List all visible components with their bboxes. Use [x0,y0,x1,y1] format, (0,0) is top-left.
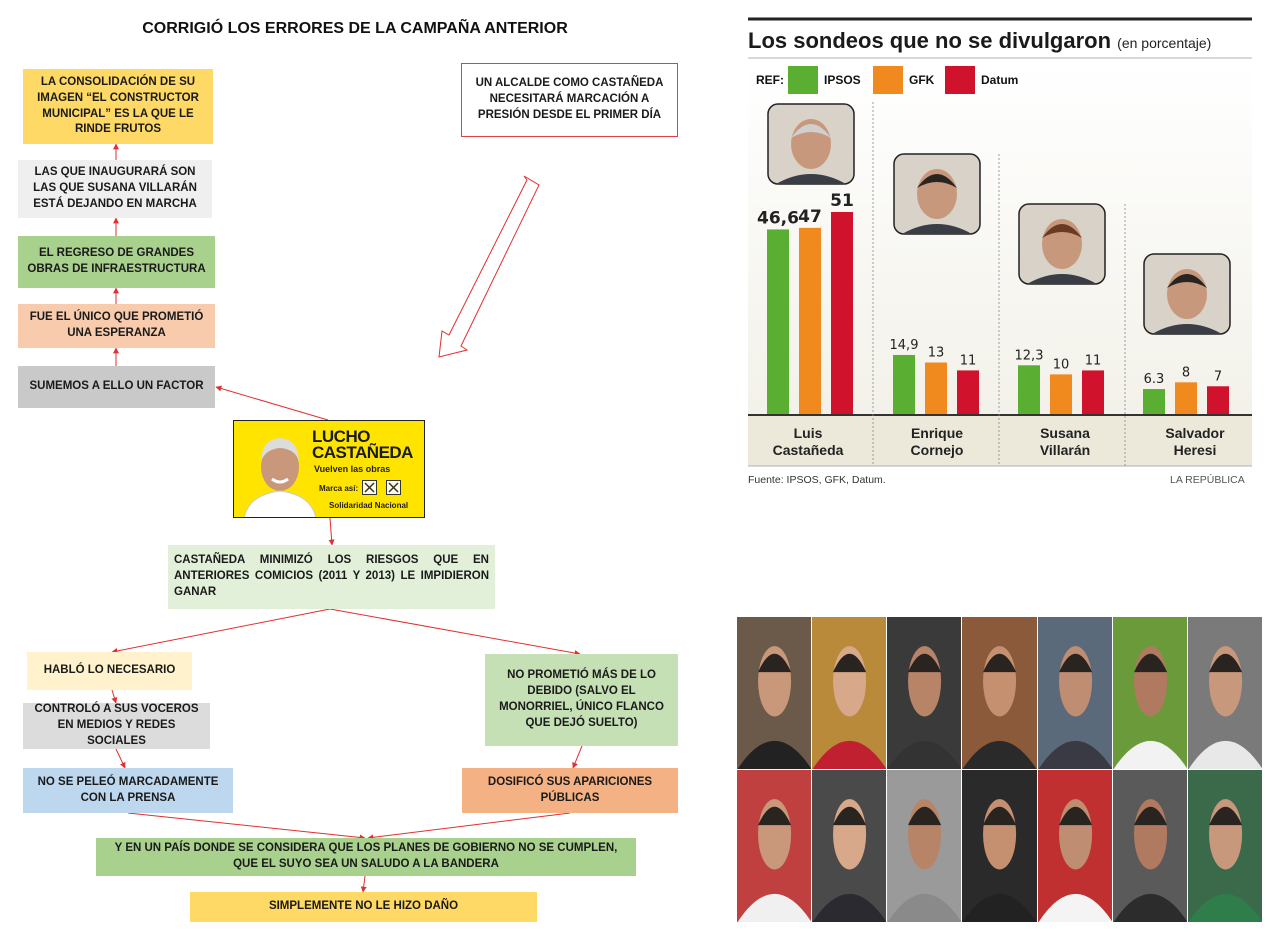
person-icon [737,770,811,922]
candidate-portrait-icon [240,423,318,518]
arrow-left-to-merge [128,813,365,838]
category-label-line: Enrique [910,425,964,441]
flow-box-infrastructure: EL REGRESO DE GRANDES OBRAS DE INFRAESTRUCTURA [18,236,215,288]
category-label [1135,425,1255,459]
candidate-photo [1113,770,1187,922]
chart-credit: LA REPÚBLICA [1170,474,1245,486]
candidate-portrait-icon [1019,204,1105,284]
flow-box-dosed-appearances: DOSIFICÓ SUS APARICIONES PÚBLICAS [462,768,678,813]
bar-value-label: 46,6 [757,208,799,229]
legend-item-gfk [873,66,934,94]
flow-box-factor: SUMEMOS A ELLO UN FACTOR [18,366,215,408]
person-icon [1188,617,1262,769]
candidate-photo [737,770,811,922]
candidate-photo [1188,617,1262,769]
flow-box-government-plans: Y EN UN PAÍS DONDE SE CONSIDERA QUE LOS PLANES DE GOBIERNO NO SE CUMPLEN, QUE EL SUYO SEA UN SALUDO A LA BANDERA [96,838,636,876]
bar-ipsos [1143,389,1165,414]
person-icon [1113,617,1187,769]
candidate-portrait-icon [768,104,854,184]
category-label-line: Susana [1040,425,1090,441]
bar-value-label: 10 [1052,357,1070,373]
arrow-merge-to-final [363,876,365,892]
flow-box-controlled-spokespeople: CONTROLÓ A SUS VOCEROS EN MEDIOS Y REDES SOCIALES [23,703,210,749]
candidate-photo [887,770,961,922]
person-icon [1038,770,1112,922]
candidates-photo-grid [737,617,1263,923]
arrow-center-to-left [112,609,330,652]
campaign-poster [233,420,425,518]
category-label-line: Salvador [1165,425,1225,441]
poster-party: Solidaridad Nacional [329,501,409,510]
person-icon [737,617,811,769]
bar-ipsos [767,229,789,414]
flow-box-consolidation: LA CONSOLIDACIÓN DE SU IMAGEN “EL CONSTRUCTOR MUNICIPAL” ES LA QUE LE RINDE FRUTOS [23,69,213,144]
ballot-x-icon [362,480,377,495]
category-label [748,425,868,459]
person-icon [812,617,886,769]
bar-gfk [1175,382,1197,414]
arrow-poster-to-5 [216,387,328,420]
bar-value-label: 11 [959,353,977,369]
flow-box-hope: FUE EL ÚNICO QUE PROMETIÓ UNA ESPERANZA [18,304,215,348]
flow-box-spoke-necessary: HABLÓ LO NECESARIO [27,652,192,690]
flow-box-no-harm: SIMPLEMENTE NO LE HIZO DAÑO [190,892,537,922]
legend-ref-label: REF: [756,73,784,87]
bar-datum [831,212,853,414]
arrow-poster-to-center [330,518,332,545]
legend-item-datum [945,66,1018,94]
candidate-photo [1188,770,1262,922]
legend-swatch [788,66,818,94]
poster-name-line2: CASTAÑEDA [312,443,413,463]
chart-title-text: Los sondeos que no se divulgaron [748,28,1112,53]
bar-ipsos [1018,365,1040,414]
legend-swatch [873,66,903,94]
arrow-center-to-right [330,609,580,654]
bar-gfk [799,228,821,414]
flow-note-pressure: UN ALCALDE COMO CASTAÑEDA NECESITARÁ MARCACIÓN A PRESIÓN DESDE EL PRIMER DÍA [461,63,678,137]
poster-mark-label: Marca así: [319,484,359,493]
bar-value-label: 11 [1084,353,1102,369]
flow-box-no-press-fight: NO SE PELEÓ MARCADAMENTE CON LA PRENSA [23,768,233,813]
candidate-photo [1113,617,1187,769]
chart-source: Fuente: IPSOS, GFK, Datum. [748,474,886,486]
person-icon [812,770,886,922]
poster-name-line1: LUCHO [312,427,370,446]
category-label-line: Luis [793,425,823,441]
flow-box-no-overpromise: NO PROMETIÓ MÁS DE LO DEBIDO (SALVO EL MONORRIEL, ÚNICO FLANCO QUE DEJÓ SUELTO) [485,654,678,746]
bar-value-label: 8 [1181,365,1191,381]
candidate-photo [812,617,886,769]
candidate-photo [1038,770,1112,922]
candidate-photo [737,617,811,769]
bar-datum [1082,370,1104,414]
arrow-left-1-to-2 [112,690,116,703]
category-label-line: Heresi [1173,441,1217,458]
category-label-line: Cornejo [910,441,964,458]
flow-title: CORRIGIÓ LOS ERRORES DE LA CAMPAÑA ANTERIOR [142,20,568,37]
bar-value-label: 51 [830,191,854,211]
bar-value-label: 14,9 [889,337,919,353]
bar-value-label: 13 [927,345,945,361]
category-label [877,425,997,459]
candidate-portrait-icon [894,154,980,234]
flow-box-minimized-risks: CASTAÑEDA MINIMIZÓ LOS RIESGOS QUE EN ANTERIORES COMICIOS (2011 Y 2013) LE IMPIDIERON GANAR [168,545,495,609]
person-icon [1038,617,1112,769]
candidate-photo [962,770,1036,922]
category-label [1005,425,1125,459]
bar-gfk [1050,374,1072,414]
legend-label: GFK [909,73,935,87]
bar-datum [1207,386,1229,414]
arrow-left-2-to-3 [116,749,125,768]
legend-label: Datum [981,73,1019,87]
person-icon [962,770,1036,922]
person-icon [962,617,1036,769]
flow-box-inaugurations: LAS QUE INAUGURARÁ SON LAS QUE SUSANA VILLARÁN ESTÁ DEJANDO EN MARCHA [18,160,212,218]
person-icon [887,770,961,922]
candidate-photo [1038,617,1112,769]
poster-slogan: Vuelven las obras [314,464,391,474]
category-label-line: Villarán [1039,441,1091,458]
chart-title [748,28,1211,54]
ballot-x-icon [386,480,401,495]
candidate-photo [962,617,1036,769]
arrow-right-to-merge [368,813,570,838]
hollow-arrow [439,176,539,357]
arrow-right-1-to-2 [573,746,582,768]
bar-datum [957,370,979,414]
candidate-photo [812,770,886,922]
legend-label: IPSOS [824,73,861,87]
bar-value-label: 7 [1213,369,1223,385]
legend-item-ipsos [788,66,861,94]
person-icon [1113,770,1187,922]
bar-gfk [925,363,947,414]
legend-swatch [945,66,975,94]
bar-value-label: 6.3 [1143,372,1165,388]
chart-subtitle: (en porcentaje) [1117,35,1212,51]
candidate-photo [887,617,961,769]
bar-value-label: 47 [798,206,822,227]
person-icon [1188,770,1262,922]
person-icon [887,617,961,769]
poster-name [312,429,413,461]
category-label-line: Castañeda [772,441,844,458]
candidate-portrait-icon [1144,254,1230,334]
bar-value-label: 12,3 [1014,348,1044,364]
bar-ipsos [893,355,915,414]
